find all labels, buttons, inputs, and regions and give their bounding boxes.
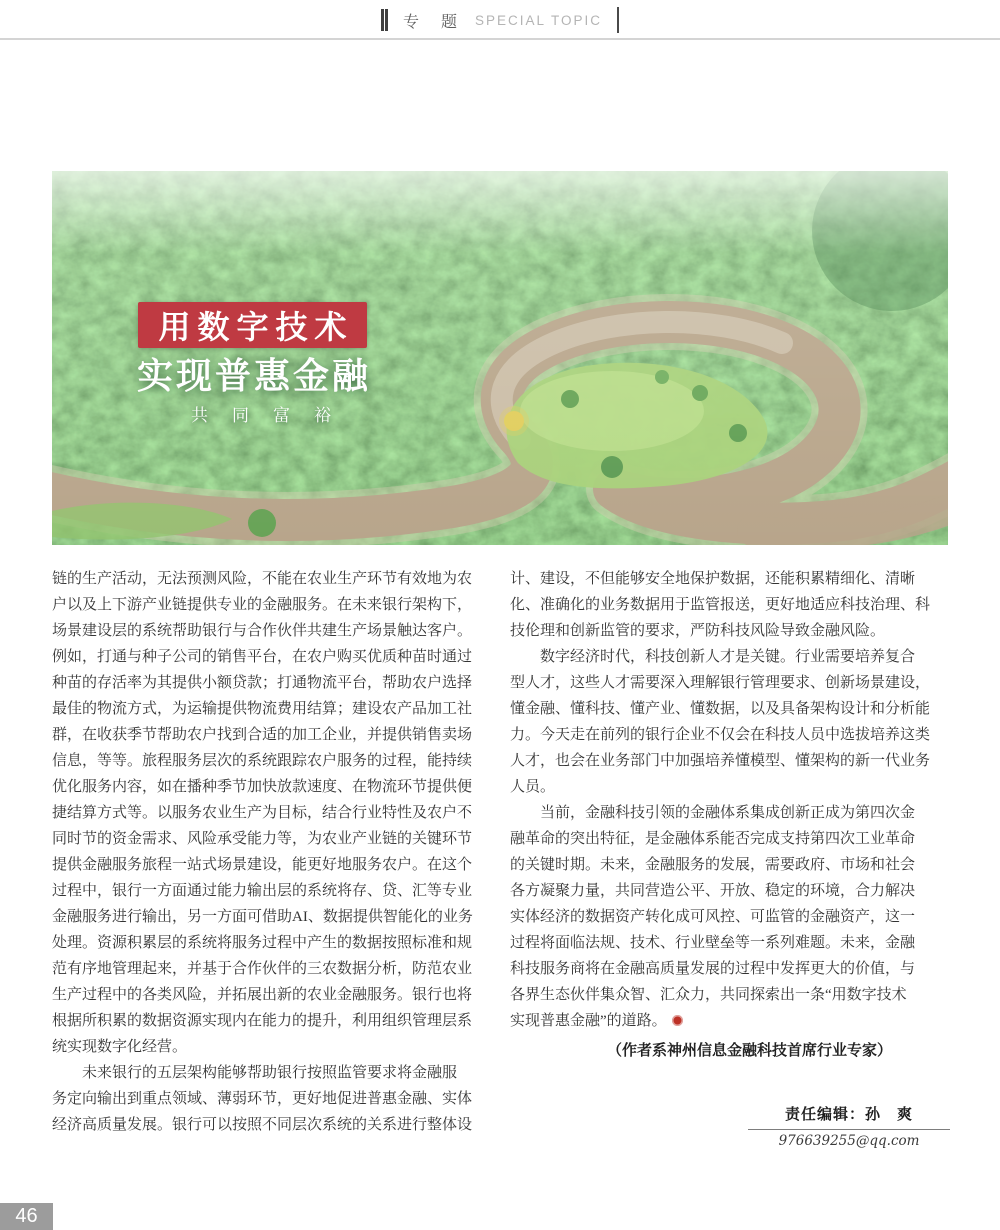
body-text-line: 力。今天走在前列的银行企业不仅会在科技人员中选拔培养这类: [510, 727, 931, 743]
body-text-line: 人员。: [510, 779, 556, 795]
body-text-line: 同时节的资金需求、风险承受能力等，为农业产业链的关键环节: [52, 831, 473, 847]
single-bar-icon: [617, 7, 619, 33]
body-text-line: 各界生态伙伴集众智、汇众力，共同探索出一条“用数字技术: [510, 987, 907, 1003]
header-rule: [0, 38, 1000, 40]
body-text-line: 例如，打通与种子公司的销售平台，在农户购买优质种苗时通过: [52, 649, 473, 665]
body-text-line: 科技服务商将在金融高质量发展的过程中发挥更大的价值，与: [510, 961, 916, 977]
editor-email: 976639255@qq.com: [778, 1133, 920, 1149]
body-text-line: 场景建设层的系统帮助银行与合作伙伴共建生产场景触达客户。: [52, 623, 473, 639]
body-text-line: 处理。资源积累层的系统将服务过程中产生的数据按照标准和规: [52, 935, 473, 951]
editor-block: [748, 1103, 950, 1149]
body-text-line: 的关键时期。未来，金融服务的发展，需要政府、市场和社会: [510, 857, 916, 873]
hero-title-line2: 实现普惠金融: [137, 355, 372, 396]
section-title-cn: 专 题: [402, 13, 460, 31]
body-text-line: 未来银行的五层架构能够帮助银行按照监管要求将金融服: [52, 1065, 458, 1081]
double-bar-icon: [381, 9, 388, 31]
body-text-line: 信息，等等。旅程服务层次的系统跟踪农户服务的过程，能持续: [52, 753, 473, 769]
body-text-line: 技伦理和创新监管的要求，严防科技风险导致金融风险。: [510, 623, 886, 639]
body-text-line: 懂金融、懂科技、懂产业、懂数据，以及具备架构设计和分析能: [510, 701, 931, 717]
body-text-line: 人才，也会在业务部门中加强培养懂模型、懂架构的新一代业务: [510, 753, 931, 769]
body-text-line: 范有序地管理起来，并基于合作伙伴的三农数据分析，防范农业: [52, 961, 473, 977]
end-of-article-icon: [672, 1015, 683, 1026]
body-text-line: 型人才，这些人才需要深入理解银行管理要求、创新场景建设，: [510, 675, 931, 691]
body-text-line: 捷结算方式等。以服务农业生产为目标，结合行业特性及农户不: [52, 805, 473, 821]
body-text-line: 提供金融服务旅程一站式场景建设，能更好地服务农户。在这个: [52, 857, 473, 873]
body-text-line: 种苗的存活率为其提供小额贷款；打通物流平台，帮助农户选择: [52, 675, 473, 691]
body-text-line: 当前，金融科技引领的金融体系集成创新正成为第四次金: [510, 805, 916, 821]
section-header: [0, 7, 1000, 33]
body-text-line: 金融服务进行输出，另一方面可借助AI、数据提供智能化的业务: [52, 909, 473, 925]
body-text-line: 优化服务内容，如在播种季节加快放款速度、在物流环节提供便: [52, 779, 473, 795]
body-text-line: 化、准确化的业务数据用于监管报送，更好地适应科技治理、科: [510, 597, 931, 613]
body-text-line: 实体经济的数据资产转化成可风控、可监管的金融资产，这一: [510, 909, 916, 925]
body-text-line: 户以及上下游产业链提供专业的金融服务。在未来银行架构下，: [52, 597, 473, 613]
hero-subtitle: 共同富裕: [191, 406, 355, 425]
body-text-line: 各方凝聚力量，共同营造公平、开放、稳定的环境，合力解决: [510, 883, 916, 899]
section-title-en: SPECIAL TOPIC: [474, 12, 603, 28]
body-text-line: 数字经济时代，科技创新人才是关键。行业需要培养复合: [510, 649, 916, 665]
body-text-line: 根据所积累的数据资源实现内在能力的提升，利用组织管理层系: [52, 1013, 473, 1029]
body-text-line: 经济高质量发展。银行可以按照不同层次系统的关系进行整体设: [52, 1117, 473, 1133]
body-text-line: 务定向输出到重点领域、薄弱环节，更好地促进普惠金融、实体: [52, 1091, 473, 1107]
article-column-left: [52, 566, 492, 1138]
article-column-right: [510, 566, 950, 1034]
editor-name: 责任编辑：孙 爽: [748, 1103, 950, 1130]
body-text-line: 过程中，银行一方面通过能力输出层的系统将存、贷、汇等专业: [52, 883, 473, 899]
body-text-line: 生产过程中的各类风险，并拓展出新的农业金融服务。银行也将: [52, 987, 473, 1003]
author-note: （作者系神州信息金融科技首席行业专家）: [606, 1042, 892, 1059]
body-text-line: 实现普惠金融”的道路。: [510, 1008, 950, 1034]
body-text-line: 群，在收获季节帮助农户找到合适的加工企业，并提供销售卖场: [52, 727, 473, 743]
body-text-line: 链的生产活动，无法预测风险，不能在农业生产环节有效地为农: [52, 571, 473, 587]
hero-photo: [52, 171, 948, 545]
body-text-line: 计、建设，不但能够安全地保护数据，还能积累精细化、清晰: [510, 571, 916, 587]
body-text-line: 过程将面临法规、技术、行业壁垒等一系列难题。未来，金融: [510, 935, 916, 951]
body-text-line: 统实现数字化经营。: [52, 1039, 188, 1055]
page-number-badge: 46: [0, 1203, 53, 1230]
hero-title-line1: 用数字技术: [138, 302, 367, 348]
body-text-line: 最佳的物流方式，为运输提供物流费用结算；建设农产品加工社: [52, 701, 473, 717]
body-text-line: 融革命的突出特征，是金融体系能否完成支持第四次工业革命: [510, 831, 916, 847]
